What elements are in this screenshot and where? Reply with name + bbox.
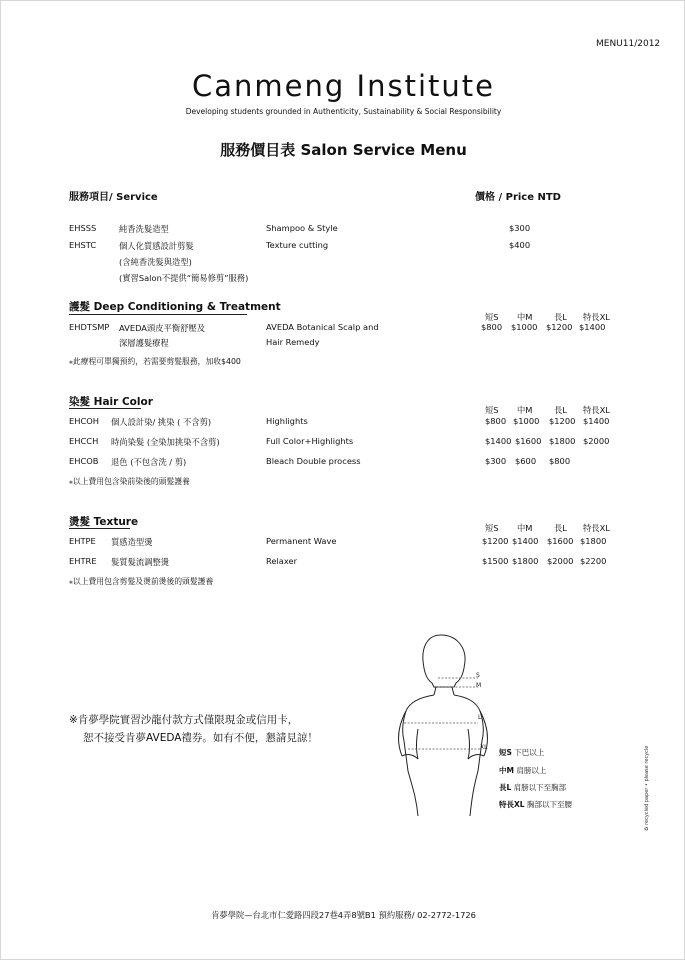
service-zh: 退色 (不包含洗 / 剪) <box>111 457 187 467</box>
payment-note-line: 恕不接受肯夢AVEDA禮券。如有不便，懇請見諒！ <box>83 732 318 744</box>
service-en: AVEDA Botanical Scalp and <box>266 322 379 332</box>
legend-desc: 胸部以下至腰 <box>526 800 572 809</box>
service-en: Full Color+Highlights <box>266 436 354 446</box>
legend-desc: 下巴以上 <box>514 748 545 757</box>
legend-desc: 肩膀以下至胸部 <box>513 783 567 792</box>
price-xl: $1400 <box>579 322 606 332</box>
price-l: $1600 <box>547 536 574 546</box>
basic-zh: 純香洗髮造型 <box>119 224 169 234</box>
service-code: EHTPE <box>69 536 96 546</box>
mark-xl: XL <box>480 744 488 751</box>
basic-price: $300 <box>509 223 531 233</box>
size-label: 短S <box>485 405 499 415</box>
footer-address: 肯夢學院—台北市仁愛路四段27巷4弄8號B1 預約服務/ 02-2772-1726 <box>211 910 476 920</box>
legend-size: 中M <box>499 766 514 775</box>
service-en: Permanent Wave <box>266 536 337 546</box>
service-zh: 髮質髮流調整燙 <box>111 557 170 567</box>
price-xl: $1800 <box>580 536 607 546</box>
price-s: $800 <box>485 416 507 426</box>
section-note: ⁎以上費用包含染前染後的頭髮護養 <box>69 477 190 486</box>
size-label: 特長XL <box>583 523 610 533</box>
hair-length-figure <box>396 631 506 821</box>
price-header: 價格 / Price NTD <box>475 192 561 203</box>
recycled-text: recycled paper • please recycle <box>644 745 650 825</box>
brand-name: Canmeng Institute <box>192 69 495 103</box>
menu-code: MENU11/2012 <box>596 39 661 49</box>
price-l: $800 <box>549 456 571 466</box>
service-code: EHCOH <box>69 416 100 426</box>
service-header: 服務項目/ Service <box>69 192 158 203</box>
price-m: $1800 <box>512 556 539 566</box>
service-en: Hair Remedy <box>266 337 320 347</box>
mark-s: S <box>476 672 480 679</box>
section-note: ⁎以上費用包含剪髮及燙前燙後的頭髮護養 <box>69 577 214 586</box>
price-s: $1200 <box>482 536 509 546</box>
legend-size: 長L <box>499 783 512 792</box>
basic-note: (含純香洗髮與造型) <box>119 257 192 267</box>
price-l: $1200 <box>546 322 573 332</box>
price-m: $600 <box>515 456 537 466</box>
section-underline <box>69 314 247 315</box>
price-m: $1400 <box>512 536 539 546</box>
service-code: EHTRE <box>69 556 97 566</box>
size-label: 特長XL <box>583 312 610 322</box>
service-code: EHCCH <box>69 436 99 446</box>
price-xl: $2000 <box>583 436 610 446</box>
mark-m: M <box>476 682 482 689</box>
service-code: EHDTSMP <box>69 322 110 332</box>
recycle-icon: ♻ <box>644 826 650 831</box>
basic-code: EHSTC <box>69 240 97 250</box>
service-en: Highlights <box>266 416 308 426</box>
size-label: 短S <box>485 312 499 322</box>
price-xl: $2200 <box>580 556 607 566</box>
price-s: $800 <box>481 322 503 332</box>
recycled-note <box>644 746 650 831</box>
section-note: ⁎此療程可單獨預約，若需要剪髮服務，加收$400 <box>69 357 241 366</box>
basic-zh: 個人化質感設計剪髮 <box>119 241 194 251</box>
price-l: $2000 <box>547 556 574 566</box>
payment-note-line: ※肯夢學院實習沙龍付款方式僅限現金或信用卡， <box>69 714 299 726</box>
service-zh: 深層護髮療程 <box>119 338 169 348</box>
legend-item <box>499 747 544 758</box>
section-title-conditioning: 護髮 Deep Conditioning & Treatment <box>69 301 281 313</box>
mark-l: L <box>478 714 482 721</box>
price-s: $1400 <box>485 436 512 446</box>
basic-price: $400 <box>509 240 531 250</box>
price-l: $1800 <box>549 436 576 446</box>
legend-desc: 肩膀以上 <box>516 766 547 775</box>
service-zh: 質感造型燙 <box>111 537 153 547</box>
price-s: $300 <box>485 456 507 466</box>
size-label: 長L <box>554 312 567 322</box>
basic-en: Texture cutting <box>266 240 329 250</box>
legend-item <box>499 782 566 793</box>
section-underline <box>69 408 141 409</box>
price-m: $1000 <box>511 322 538 332</box>
size-label: 中M <box>517 523 533 533</box>
legend-size: 短S <box>499 748 512 757</box>
basic-en: Shampoo & Style <box>266 223 338 233</box>
section-underline <box>69 528 130 529</box>
price-l: $1200 <box>549 416 576 426</box>
basic-code: EHSSS <box>69 223 97 233</box>
size-label: 短S <box>485 523 499 533</box>
legend-size: 特長XL <box>499 800 525 809</box>
section-title-texture: 燙髮 Texture <box>69 516 139 528</box>
legend-item <box>499 765 546 776</box>
tagline: Developing students grounded in Authenticity, Sustainability & Social Responsibility <box>185 107 502 116</box>
size-label: 特長XL <box>583 405 610 415</box>
size-label: 長L <box>554 405 567 415</box>
legend-item <box>499 799 572 810</box>
size-label: 長L <box>554 523 567 533</box>
service-en: Bleach Double process <box>266 456 361 466</box>
price-s: $1500 <box>482 556 509 566</box>
price-xl: $1400 <box>583 416 610 426</box>
service-en: Relaxer <box>266 556 298 566</box>
size-label: 中M <box>517 312 533 322</box>
price-m: $1000 <box>513 416 540 426</box>
service-zh: 個人設計染/ 挑染 ( 不含剪) <box>111 417 212 427</box>
basic-note: (實習Salon不提供“簡易修剪”服務) <box>119 273 249 283</box>
service-zh: AVEDA頭皮平衡舒壓及 <box>119 323 206 333</box>
size-label: 中M <box>517 405 533 415</box>
service-zh: 時尚染髮 (全染加挑染不含剪) <box>111 437 220 447</box>
service-code: EHCOB <box>69 456 99 466</box>
section-title-color: 染髮 Hair Color <box>69 396 153 408</box>
price-m: $1600 <box>515 436 542 446</box>
page-title: 服務價目表 Salon Service Menu <box>220 141 467 159</box>
payment-note <box>69 711 318 747</box>
